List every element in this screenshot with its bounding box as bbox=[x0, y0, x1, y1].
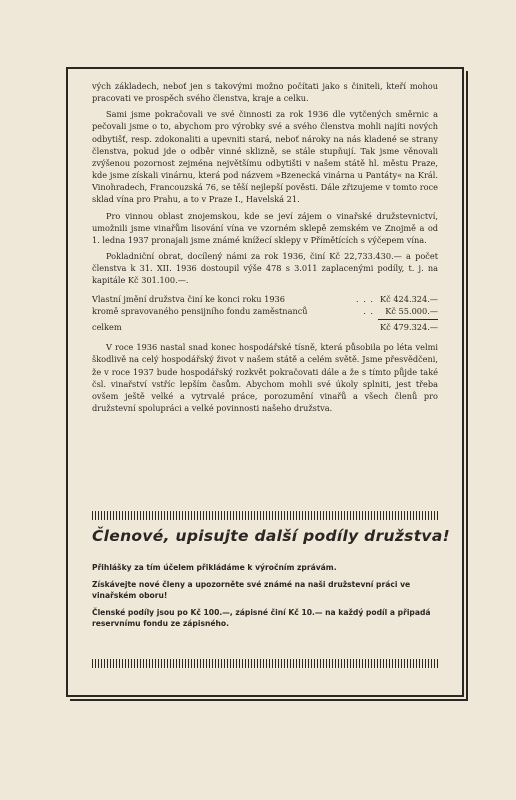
ledger-dots: . . bbox=[363, 306, 374, 317]
ledger-total-label: celkem bbox=[92, 321, 122, 332]
ledger-label: kromě spravovaného pensijního fondu zaměstnanců bbox=[92, 306, 308, 317]
equity-ledger bbox=[92, 293, 438, 334]
report-body bbox=[92, 80, 438, 418]
ledger-dots: . . . bbox=[355, 293, 374, 304]
body-paragraph: Sami jsme pokračovali ve své činnosti za rok 1936 dle vytčených směrnic a pečovali jsme o to, abychom pro výrobky své a svého členstva mohli najíti nových odbytišť, resp. zdokonaliti a upevniti stará, neboť nároky na nás kladené se strany členstva, pokud jde o odběr vinné sklizně, se stále stupňují. Tak jsme věnovali zvýšenou pozornost zejména největšímu odbytišti v našem státě hl. městu Praze, kde jsme získali vinárnu, která pod názvem »Bzenecká vinárna u Pantáty« na Král. Vinohradech, Francouzská 76, se těší nejlepší pověsti. Dále zřizujeme v tomto roce sklad vína pro Prahu, a to v Praze I., Havelská 21. bbox=[92, 109, 438, 205]
ledger-value: Kč 424.324.— bbox=[380, 293, 438, 304]
ledger-value: Kč 55.000.— bbox=[385, 306, 438, 317]
ledger-total-value: Kč 479.324.— bbox=[380, 321, 438, 332]
membership-notes bbox=[92, 562, 438, 635]
hatched-divider-bottom bbox=[92, 659, 440, 668]
ledger-label: Vlastní jmění družstva činí ke konci roku 1936 bbox=[92, 293, 285, 304]
ledger-row bbox=[92, 293, 438, 306]
note-line: Získávejte nové členy a upozorněte své známé na naši družstevní práci ve vinařském oboru! bbox=[92, 579, 411, 601]
ledger-row bbox=[92, 305, 438, 318]
note-line: Přihlášky za tím účelem přikládáme k výročním zprávám. bbox=[92, 563, 337, 572]
sum-rule bbox=[378, 319, 438, 320]
ledger-total-row bbox=[92, 321, 438, 334]
closing-paragraph: V roce 1936 nastal snad konec hospodářské tísně, která působila po léta velmi škodlivě na celý hospodářský život v našem státě a celém světě. Jsme přesvědčeni, že v roce 1937 bude hospodářský rozkvět pokračovati dále a že s tímto půjde také čsl. vinařství vstříc lepším časům. Abychom mohli své úkoly splniti, jest třeba ovšem ještě velké a vytrvalé práce, porozumění vinařů a všech členů pro družstevní spolupráci a velké povinnosti našeho družstva. bbox=[92, 342, 438, 414]
note-line: Členské podíly jsou po Kč 100.—, zápisné činí Kč 10.— na každý podíl a připadá reservnímu fondu ze zápisného. bbox=[92, 607, 431, 629]
body-paragraph: Pokladniční obrat, docílený námi za rok 1936, činí Kč 22,733.430.— a počet členstva k 31. XII. 1936 dostoupil výše 478 s 3.011 zaplacenými podíly, t. j. na kapitále Kč 301.100.—. bbox=[92, 251, 438, 286]
hatched-divider-top bbox=[92, 511, 440, 520]
body-paragraph: vých základech, neboť jen s takovými možno počítati jako s činiteli, kteří mohou pracovati ve prospěch svého členstva, kraje a celku. bbox=[92, 81, 438, 104]
body-paragraph: Pro vinnou oblast znojemskou, kde se jeví zájem o vinařské družstevnictví, umožnili jsme vinařům lisování vína ve vzorném sklepě zemském ve Znojmě a od 1. ledna 1937 pronajali jsme známé knížecí sklepy v Přímětících s výčepem vína. bbox=[92, 210, 438, 245]
appeal-headline: Členové, upisujte další podíly družstva! bbox=[92, 527, 450, 545]
